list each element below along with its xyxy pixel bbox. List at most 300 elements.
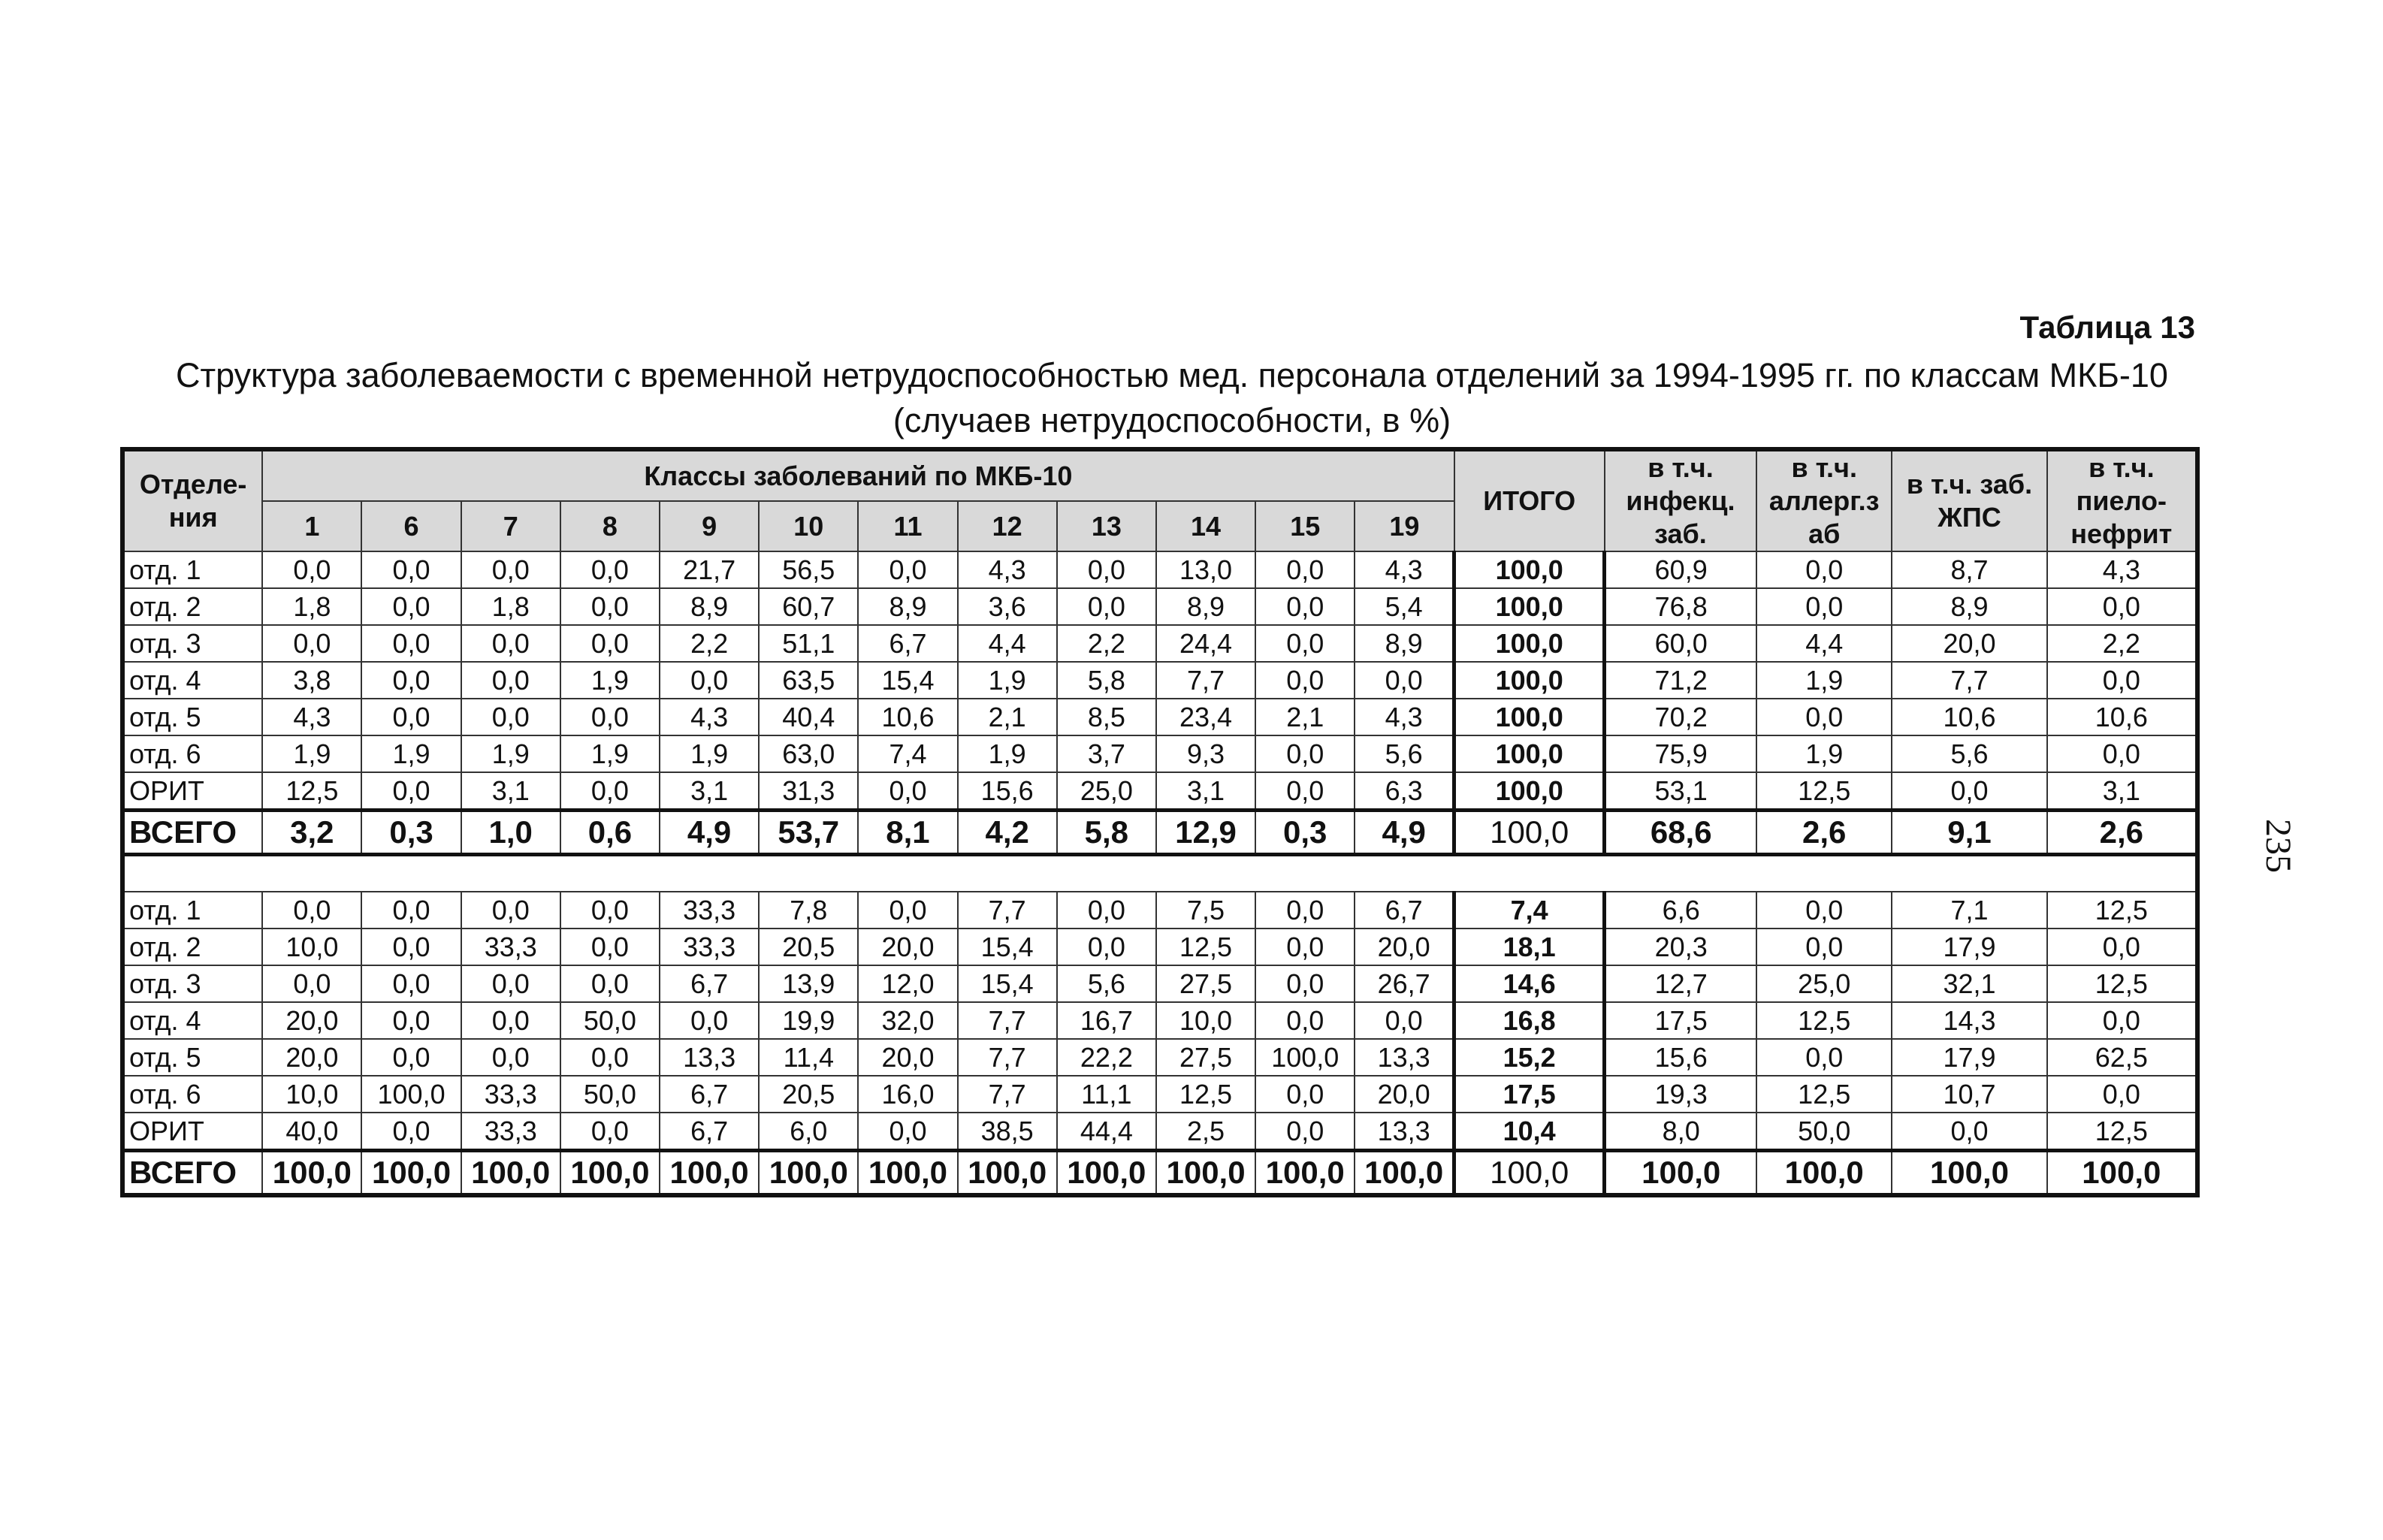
value-cell: 1,8 <box>461 588 560 625</box>
value-cell: 9,3 <box>1156 735 1255 772</box>
total-cell: 100,0 <box>1454 1151 1605 1196</box>
dept-cell: отд. 5 <box>122 699 262 735</box>
value-cell: 20,5 <box>759 1076 858 1113</box>
value-cell: 0,3 <box>361 811 461 855</box>
value-cell: 27,5 <box>1156 1039 1255 1076</box>
value-cell: 0,0 <box>262 551 361 588</box>
value-cell: 0,0 <box>361 625 461 662</box>
extra-cell: 0,0 <box>1892 1113 2046 1151</box>
value-cell: 0,0 <box>361 1002 461 1039</box>
value-cell: 0,0 <box>461 625 560 662</box>
extra-cell: 25,0 <box>1756 965 1892 1002</box>
header-class-6: 6 <box>361 501 461 551</box>
value-cell: 0,0 <box>560 699 660 735</box>
table-row <box>122 699 2197 735</box>
header-dept: Отделе-ния <box>122 449 262 551</box>
value-cell: 0,0 <box>560 551 660 588</box>
total-cell: 100,0 <box>1454 699 1605 735</box>
value-cell: 15,4 <box>958 965 1057 1002</box>
value-cell: 4,3 <box>262 699 361 735</box>
table-row <box>122 1002 2197 1039</box>
extra-cell: 60,9 <box>1605 551 1756 588</box>
extra-cell: 2,2 <box>2047 625 2197 662</box>
table-row <box>122 772 2197 811</box>
total-cell: 16,8 <box>1454 1002 1605 1039</box>
value-cell: 27,5 <box>1156 965 1255 1002</box>
extra-cell: 0,0 <box>2047 662 2197 699</box>
extra-cell: 0,0 <box>1756 1039 1892 1076</box>
value-cell: 0,0 <box>361 551 461 588</box>
value-cell: 10,6 <box>858 699 957 735</box>
extra-cell: 19,3 <box>1605 1076 1756 1113</box>
header-class-8: 8 <box>560 501 660 551</box>
value-cell: 100,0 <box>1255 1151 1355 1196</box>
summary-row <box>122 1151 2197 1196</box>
value-cell: 0,0 <box>660 662 759 699</box>
extra-cell: 10,6 <box>2047 699 2197 735</box>
value-cell: 20,5 <box>759 929 858 965</box>
extra-cell: 20,3 <box>1605 929 1756 965</box>
header-class-19: 19 <box>1355 501 1454 551</box>
table-label: Таблица 13 <box>2019 310 2195 345</box>
value-cell: 10,0 <box>1156 1002 1255 1039</box>
extra-cell: 12,7 <box>1605 965 1756 1002</box>
value-cell: 0,0 <box>560 1113 660 1151</box>
value-cell: 33,3 <box>461 929 560 965</box>
dept-cell: отд. 5 <box>122 1039 262 1076</box>
extra-cell: 8,0 <box>1605 1113 1756 1151</box>
value-cell: 0,0 <box>361 965 461 1002</box>
value-cell: 3,8 <box>262 662 361 699</box>
value-cell: 10,0 <box>262 1076 361 1113</box>
extra-cell: 12,5 <box>1756 772 1892 811</box>
value-cell: 0,0 <box>461 551 560 588</box>
extra-cell: 12,5 <box>2047 965 2197 1002</box>
value-cell: 12,9 <box>1156 811 1255 855</box>
value-cell: 20,0 <box>1355 929 1454 965</box>
value-cell: 0,0 <box>461 1039 560 1076</box>
value-cell: 32,0 <box>858 1002 957 1039</box>
total-cell: 18,1 <box>1454 929 1605 965</box>
value-cell: 0,0 <box>560 965 660 1002</box>
extra-cell: 12,5 <box>1756 1002 1892 1039</box>
dept-cell: отд. 2 <box>122 929 262 965</box>
value-cell: 2,1 <box>958 699 1057 735</box>
header-gi: в т.ч. заб. ЖПС <box>1892 449 2046 551</box>
value-cell: 8,9 <box>858 588 957 625</box>
extra-cell: 0,0 <box>1756 699 1892 735</box>
header-classes-group: Классы заболеваний по МКБ-10 <box>262 449 1454 501</box>
extra-cell: 6,6 <box>1605 892 1756 929</box>
value-cell: 0,0 <box>1255 772 1355 811</box>
value-cell: 0,0 <box>1255 1076 1355 1113</box>
value-cell: 0,0 <box>262 965 361 1002</box>
extra-cell: 12,5 <box>2047 892 2197 929</box>
value-cell: 1,9 <box>660 735 759 772</box>
value-cell: 2,2 <box>660 625 759 662</box>
value-cell: 8,9 <box>1156 588 1255 625</box>
total-cell: 17,5 <box>1454 1076 1605 1113</box>
value-cell: 7,7 <box>958 892 1057 929</box>
value-cell: 1,9 <box>958 662 1057 699</box>
header-class-15: 15 <box>1255 501 1355 551</box>
value-cell: 16,0 <box>858 1076 957 1113</box>
extra-cell: 53,1 <box>1605 772 1756 811</box>
table-row <box>122 662 2197 699</box>
header-class-13: 13 <box>1057 501 1156 551</box>
header-class-12: 12 <box>958 501 1057 551</box>
value-cell: 40,0 <box>262 1113 361 1151</box>
value-cell: 0,6 <box>560 811 660 855</box>
value-cell: 5,6 <box>1057 965 1156 1002</box>
extra-cell: 71,2 <box>1605 662 1756 699</box>
value-cell: 12,5 <box>1156 929 1255 965</box>
value-cell: 100,0 <box>461 1151 560 1196</box>
value-cell: 19,9 <box>759 1002 858 1039</box>
value-cell: 0,0 <box>361 699 461 735</box>
value-cell: 6,7 <box>660 1076 759 1113</box>
value-cell: 23,4 <box>1156 699 1255 735</box>
value-cell: 0,0 <box>361 929 461 965</box>
value-cell: 0,3 <box>1255 811 1355 855</box>
section-separator <box>122 855 2197 892</box>
value-cell: 1,9 <box>361 735 461 772</box>
value-cell: 8,1 <box>858 811 957 855</box>
value-cell: 3,7 <box>1057 735 1156 772</box>
value-cell: 33,3 <box>660 892 759 929</box>
value-cell: 13,3 <box>660 1039 759 1076</box>
header-infection: в т.ч. инфекц. заб. <box>1605 449 1756 551</box>
value-cell: 0,0 <box>1255 965 1355 1002</box>
extra-cell: 5,6 <box>1892 735 2046 772</box>
total-cell: 100,0 <box>1454 625 1605 662</box>
value-cell: 0,0 <box>361 892 461 929</box>
value-cell: 0,0 <box>361 1113 461 1151</box>
value-cell: 7,7 <box>1156 662 1255 699</box>
extra-cell: 17,9 <box>1892 929 2046 965</box>
header-class-14: 14 <box>1156 501 1255 551</box>
value-cell: 0,0 <box>1355 662 1454 699</box>
value-cell: 24,4 <box>1156 625 1255 662</box>
value-cell: 0,0 <box>461 662 560 699</box>
extra-cell: 1,9 <box>1756 735 1892 772</box>
value-cell: 13,3 <box>1355 1039 1454 1076</box>
extra-cell: 8,7 <box>1892 551 2046 588</box>
value-cell: 0,0 <box>560 625 660 662</box>
total-cell: 100,0 <box>1454 588 1605 625</box>
value-cell: 3,2 <box>262 811 361 855</box>
extra-cell: 17,5 <box>1605 1002 1756 1039</box>
header-class-7: 7 <box>461 501 560 551</box>
header-pyelonephritis: в т.ч. пиело-нефрит <box>2047 449 2197 551</box>
value-cell: 4,3 <box>1355 699 1454 735</box>
header-class-1: 1 <box>262 501 361 551</box>
table-row <box>122 892 2197 929</box>
value-cell: 100,0 <box>361 1151 461 1196</box>
extra-cell: 70,2 <box>1605 699 1756 735</box>
value-cell: 15,4 <box>858 662 957 699</box>
value-cell: 100,0 <box>759 1151 858 1196</box>
value-cell: 4,3 <box>958 551 1057 588</box>
extra-cell: 3,1 <box>2047 772 2197 811</box>
value-cell: 4,3 <box>660 699 759 735</box>
value-cell: 4,3 <box>1355 551 1454 588</box>
value-cell: 100,0 <box>1255 1039 1355 1076</box>
header-class-11: 11 <box>858 501 957 551</box>
value-cell: 0,0 <box>1057 551 1156 588</box>
value-cell: 0,0 <box>361 1039 461 1076</box>
value-cell: 15,6 <box>958 772 1057 811</box>
table-row <box>122 965 2197 1002</box>
value-cell: 12,5 <box>1156 1076 1255 1113</box>
value-cell: 25,0 <box>1057 772 1156 811</box>
dept-cell: ОРИТ <box>122 1113 262 1151</box>
value-cell: 6,3 <box>1355 772 1454 811</box>
value-cell: 5,4 <box>1355 588 1454 625</box>
value-cell: 50,0 <box>560 1076 660 1113</box>
extra-cell: 15,6 <box>1605 1039 1756 1076</box>
header-class-10: 10 <box>759 501 858 551</box>
value-cell: 1,9 <box>262 735 361 772</box>
extra-cell: 12,5 <box>2047 1113 2197 1151</box>
value-cell: 4,9 <box>1355 811 1454 855</box>
table-header <box>122 449 2197 551</box>
dept-cell: ВСЕГО <box>122 1151 262 1196</box>
value-cell: 100,0 <box>958 1151 1057 1196</box>
value-cell: 3,1 <box>461 772 560 811</box>
separator-cell <box>122 855 2197 892</box>
value-cell: 6,7 <box>1355 892 1454 929</box>
value-cell: 0,0 <box>660 1002 759 1039</box>
extra-cell: 0,0 <box>1892 772 2046 811</box>
extra-cell: 8,9 <box>1892 588 2046 625</box>
dept-cell: отд. 4 <box>122 1002 262 1039</box>
value-cell: 100,0 <box>361 1076 461 1113</box>
value-cell: 0,0 <box>1057 892 1156 929</box>
table-caption: Структура заболеваемости с временной нетрудоспособностью мед. персонала отделений за 1994-1995 гг. по классам МКБ-10 (случаев нетрудоспособности, в %) <box>176 356 2168 439</box>
extra-cell: 100,0 <box>1756 1151 1892 1196</box>
value-cell: 100,0 <box>1355 1151 1454 1196</box>
table-row <box>122 735 2197 772</box>
extra-cell: 100,0 <box>1605 1151 1756 1196</box>
value-cell: 6,0 <box>759 1113 858 1151</box>
value-cell: 100,0 <box>560 1151 660 1196</box>
extra-cell: 0,0 <box>1756 551 1892 588</box>
value-cell: 8,9 <box>1355 625 1454 662</box>
extra-cell: 12,5 <box>1756 1076 1892 1113</box>
value-cell: 0,0 <box>1255 625 1355 662</box>
value-cell: 0,0 <box>1255 929 1355 965</box>
value-cell: 0,0 <box>461 892 560 929</box>
value-cell: 0,0 <box>1255 1002 1355 1039</box>
header-class-9: 9 <box>660 501 759 551</box>
value-cell: 0,0 <box>361 662 461 699</box>
value-cell: 33,3 <box>461 1076 560 1113</box>
total-cell: 15,2 <box>1454 1039 1605 1076</box>
value-cell: 0,0 <box>1255 892 1355 929</box>
dept-cell: отд. 1 <box>122 892 262 929</box>
value-cell: 0,0 <box>1355 1002 1454 1039</box>
value-cell: 33,3 <box>660 929 759 965</box>
value-cell: 8,5 <box>1057 699 1156 735</box>
value-cell: 1,0 <box>461 811 560 855</box>
value-cell: 0,0 <box>361 772 461 811</box>
value-cell: 0,0 <box>262 625 361 662</box>
extra-cell: 62,5 <box>2047 1039 2197 1076</box>
value-cell: 50,0 <box>560 1002 660 1039</box>
dept-cell: отд. 6 <box>122 1076 262 1113</box>
value-cell: 5,8 <box>1057 811 1156 855</box>
value-cell: 7,8 <box>759 892 858 929</box>
extra-cell: 0,0 <box>2047 1076 2197 1113</box>
value-cell: 63,5 <box>759 662 858 699</box>
value-cell: 31,3 <box>759 772 858 811</box>
value-cell: 0,0 <box>560 588 660 625</box>
value-cell: 11,1 <box>1057 1076 1156 1113</box>
value-cell: 0,0 <box>461 1002 560 1039</box>
morbidity-structure-table <box>120 447 2200 1197</box>
value-cell: 3,1 <box>660 772 759 811</box>
value-cell: 0,0 <box>1255 662 1355 699</box>
dept-cell: отд. 6 <box>122 735 262 772</box>
value-cell: 0,0 <box>1057 929 1156 965</box>
value-cell: 1,9 <box>958 735 1057 772</box>
total-cell: 14,6 <box>1454 965 1605 1002</box>
value-cell: 20,0 <box>262 1039 361 1076</box>
value-cell: 53,7 <box>759 811 858 855</box>
extra-cell: 2,6 <box>2047 811 2197 855</box>
extra-cell: 0,0 <box>2047 588 2197 625</box>
value-cell: 7,4 <box>858 735 957 772</box>
value-cell: 1,9 <box>461 735 560 772</box>
extra-cell: 7,1 <box>1892 892 2046 929</box>
value-cell: 11,4 <box>759 1039 858 1076</box>
value-cell: 7,5 <box>1156 892 1255 929</box>
extra-cell: 60,0 <box>1605 625 1756 662</box>
extra-cell: 68,6 <box>1605 811 1756 855</box>
extra-cell: 4,4 <box>1756 625 1892 662</box>
extra-cell: 50,0 <box>1756 1113 1892 1151</box>
table-row <box>122 1039 2197 1076</box>
table-row <box>122 551 2197 588</box>
value-cell: 12,5 <box>262 772 361 811</box>
value-cell: 16,7 <box>1057 1002 1156 1039</box>
value-cell: 0,0 <box>858 1113 957 1151</box>
dept-cell: отд. 2 <box>122 588 262 625</box>
extra-cell: 0,0 <box>1756 929 1892 965</box>
value-cell: 100,0 <box>1057 1151 1156 1196</box>
value-cell: 0,0 <box>858 772 957 811</box>
value-cell: 10,0 <box>262 929 361 965</box>
total-cell: 10,4 <box>1454 1113 1605 1151</box>
extra-cell: 76,8 <box>1605 588 1756 625</box>
value-cell: 2,2 <box>1057 625 1156 662</box>
value-cell: 100,0 <box>858 1151 957 1196</box>
extra-cell: 17,9 <box>1892 1039 2046 1076</box>
value-cell: 63,0 <box>759 735 858 772</box>
value-cell: 13,9 <box>759 965 858 1002</box>
extra-cell: 10,6 <box>1892 699 2046 735</box>
value-cell: 1,9 <box>560 735 660 772</box>
extra-cell: 1,9 <box>1756 662 1892 699</box>
value-cell: 5,8 <box>1057 662 1156 699</box>
header-allergy: в т.ч. аллерг.з аб <box>1756 449 1892 551</box>
value-cell: 1,8 <box>262 588 361 625</box>
value-cell: 40,4 <box>759 699 858 735</box>
value-cell: 6,7 <box>660 965 759 1002</box>
table-body <box>122 551 2197 1195</box>
value-cell: 15,4 <box>958 929 1057 965</box>
extra-cell: 32,1 <box>1892 965 2046 1002</box>
dept-cell: отд. 3 <box>122 625 262 662</box>
value-cell: 0,0 <box>560 929 660 965</box>
total-cell: 7,4 <box>1454 892 1605 929</box>
value-cell: 33,3 <box>461 1113 560 1151</box>
value-cell: 6,7 <box>858 625 957 662</box>
extra-cell: 0,0 <box>2047 1002 2197 1039</box>
total-cell: 100,0 <box>1454 772 1605 811</box>
extra-cell: 4,3 <box>2047 551 2197 588</box>
extra-cell: 75,9 <box>1605 735 1756 772</box>
value-cell: 0,0 <box>461 965 560 1002</box>
value-cell: 0,0 <box>1255 551 1355 588</box>
value-cell: 0,0 <box>461 699 560 735</box>
extra-cell: 7,7 <box>1892 662 2046 699</box>
value-cell: 38,5 <box>958 1113 1057 1151</box>
value-cell: 7,7 <box>958 1002 1057 1039</box>
value-cell: 0,0 <box>560 1039 660 1076</box>
dept-cell: отд. 1 <box>122 551 262 588</box>
header-total: ИТОГО <box>1454 449 1605 551</box>
value-cell: 60,7 <box>759 588 858 625</box>
total-cell: 100,0 <box>1454 551 1605 588</box>
value-cell: 20,0 <box>858 929 957 965</box>
table-row <box>122 1113 2197 1151</box>
value-cell: 2,1 <box>1255 699 1355 735</box>
value-cell: 20,0 <box>858 1039 957 1076</box>
extra-cell: 9,1 <box>1892 811 2046 855</box>
dept-cell: отд. 4 <box>122 662 262 699</box>
table-row <box>122 1076 2197 1113</box>
value-cell: 56,5 <box>759 551 858 588</box>
value-cell: 100,0 <box>660 1151 759 1196</box>
value-cell: 0,0 <box>858 551 957 588</box>
extra-cell: 2,6 <box>1756 811 1892 855</box>
value-cell: 20,0 <box>262 1002 361 1039</box>
table-row <box>122 929 2197 965</box>
value-cell: 0,0 <box>1057 588 1156 625</box>
value-cell: 0,0 <box>560 892 660 929</box>
table-row <box>122 588 2197 625</box>
extra-cell: 100,0 <box>2047 1151 2197 1196</box>
dept-cell: ОРИТ <box>122 772 262 811</box>
extra-cell: 0,0 <box>2047 735 2197 772</box>
value-cell: 4,4 <box>958 625 1057 662</box>
extra-cell: 0,0 <box>2047 929 2197 965</box>
extra-cell: 100,0 <box>1892 1151 2046 1196</box>
value-cell: 22,2 <box>1057 1039 1156 1076</box>
value-cell: 44,4 <box>1057 1113 1156 1151</box>
value-cell: 3,6 <box>958 588 1057 625</box>
table-row <box>122 625 2197 662</box>
value-cell: 1,9 <box>560 662 660 699</box>
value-cell: 6,7 <box>660 1113 759 1151</box>
value-cell: 13,0 <box>1156 551 1255 588</box>
extra-cell: 0,0 <box>1756 892 1892 929</box>
value-cell: 7,7 <box>958 1039 1057 1076</box>
extra-cell: 10,7 <box>1892 1076 2046 1113</box>
total-cell: 100,0 <box>1454 811 1605 855</box>
